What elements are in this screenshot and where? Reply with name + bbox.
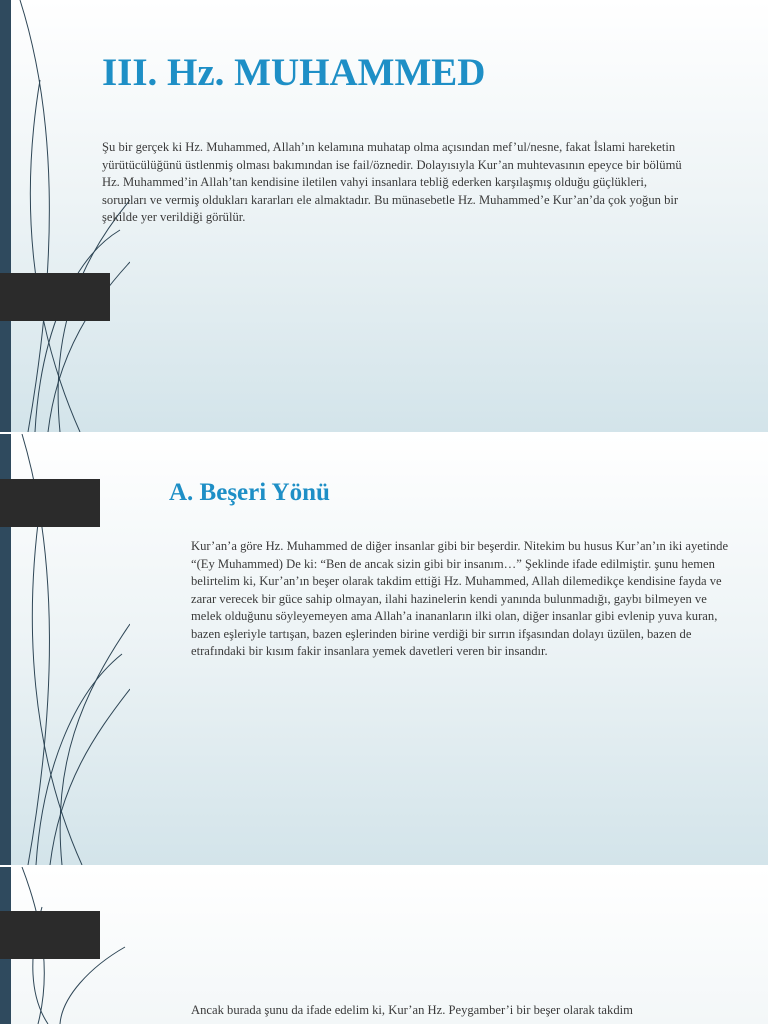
bullet-item xyxy=(169,1002,739,1020)
arrow-tab xyxy=(0,911,100,959)
arrow-tab xyxy=(0,273,110,321)
slide-2 xyxy=(0,434,768,865)
bullet-glyph xyxy=(169,538,191,661)
slide-title: III. Hz. MUHAMMED xyxy=(102,51,486,94)
arrow-tab xyxy=(0,479,100,527)
left-accent-bar xyxy=(0,0,11,432)
slide-body-text: Şu bir gerçek ki Hz. Muhammed, Allah’ın kelamına muhatap olma açısından mef’ul/nesne, fakat İslami hareketin yürütücülüğünü üstlenmiş olması bakımından ise fail/öznedir. Dolayısıyla Kur’an muhtevasının epeyce bir bölümü Hz. Muhammed’in Allah’tan kendisine iletilen vahyi insanlara tebliğ ederken karşılaşmış olduğu güçlükleri, sorunları ve vermiş oldukları kararları ele almaktadır. Bu münasebetle Hz. Muhammed’e Kur’an’da çok yoğun bir şekilde yer verildiği görülür. xyxy=(102,140,682,224)
slide-1 xyxy=(0,0,768,432)
bullet-glyph xyxy=(169,1002,191,1020)
section-title: A. Beşeri Yönü xyxy=(169,479,330,506)
bullet-text: Ancak burada şunu da ifade edelim ki, Kur’an Hz. Peygamber’i bir beşer olarak takdim xyxy=(191,1003,633,1017)
slide-3 xyxy=(0,867,768,1024)
bullet-item xyxy=(169,538,729,661)
bullet-text: Kur’an’a göre Hz. Muhammed de diğer insanlar gibi bir beşerdir. Nitekim bu husus Kur’an’ın iki ayetinde “(Ey Muhammed) De ki: “Ben de ancak sizin gibi bir insanım…” Şeklinde ifade edilmiştir. şunu hemen belirtelim ki, Kur’an’ın beşer olarak takdim ettiği Hz. Muhammed, Allah dilemedikçe kendisine fayda ve zarar verecek bir güce sahip olmayan, ilahi hazinelerin kendi yanında bulunmadığı, gaybı bilmeyen ve melek olduğunu söyleyemeyen ama Allah’a inananların ilki olan, diğer insanlar gibi evlenip yuva kuran, bazen eşleriyle tartışan, bazen eşlerinden birine verdiği bir sırrın ifşasından dolayı üzülen, bazen de etrafındaki bir kısım fakir insanlara yemek davetleri veren bir insandır. xyxy=(191,539,729,658)
